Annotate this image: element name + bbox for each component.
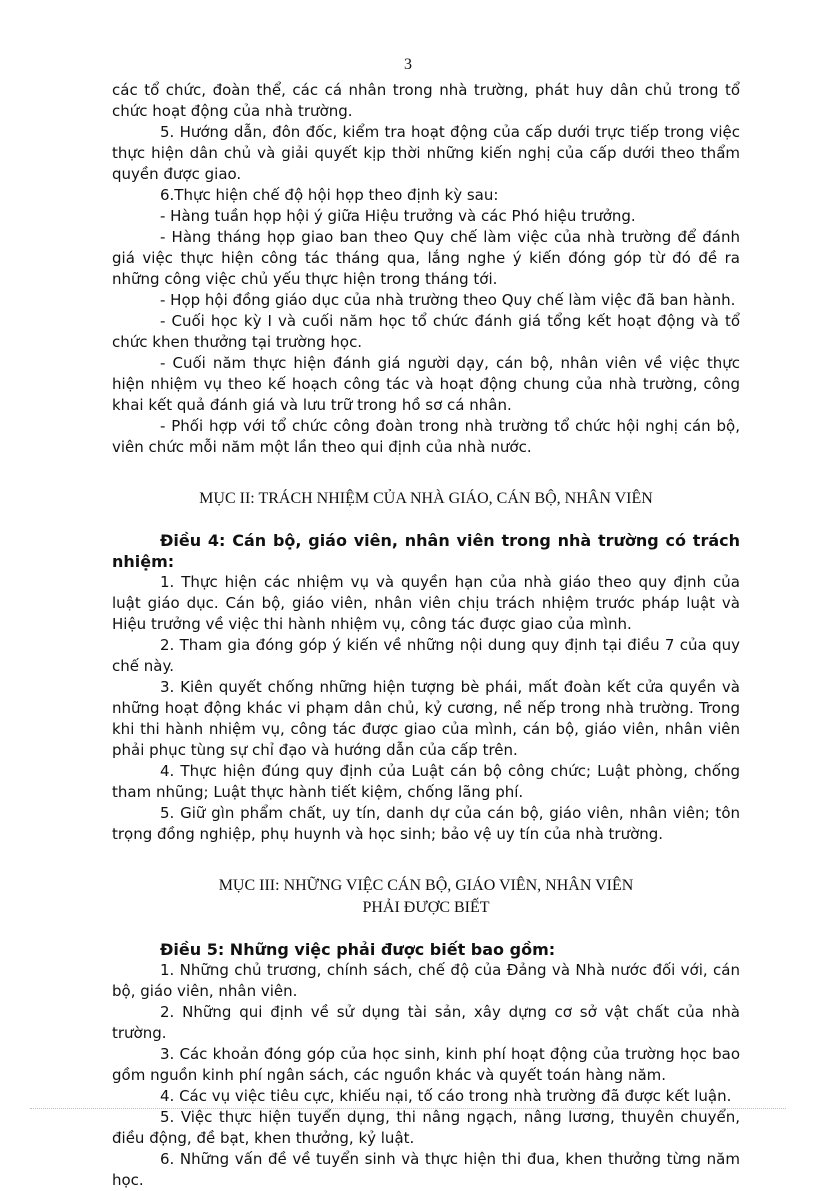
page-number: 3 xyxy=(404,56,412,73)
article-5-item-4: 4. Các vụ việc tiêu cực, khiếu nại, tố cáo trong nhà trường đã được kết luận. xyxy=(160,1087,732,1105)
bullet-union-conference: - Phối hợp với tổ chức công đoàn trong nhà trường tổ chức hội nghị cán bộ, viên chức mỗi năm một lần theo qui định của nhà nước. xyxy=(112,417,740,456)
article-5-title: Điều 5: Những việc phải được biết bao gồm: xyxy=(160,940,556,959)
article-5-item-5: 5. Việc thực hiện tuyển dụng, thi nâng ngạch, nâng lương, thuyên chuyển, điều động, đề bạt, khen thưởng, kỷ luật. xyxy=(112,1108,740,1147)
section-heading-3-line-2: PHẢI ĐƯỢC BIẾT xyxy=(362,899,490,916)
article-4-item-5: 5. Giữ gìn phẩm chất, uy tín, danh dự của cán bộ, giáo viên, nhân viên; tôn trọng đồng nghiệp, phụ huynh và học sinh; bảo vệ uy tín của nhà trường. xyxy=(112,804,740,843)
paragraph-continuation: các tổ chức, đoàn thể, các cá nhân trong nhà trường, phát huy dân chủ trong tổ chức hoạt động của nhà trường. xyxy=(112,81,740,120)
article-4-item-2: 2. Tham gia đóng góp ý kiến về những nội dung quy định tại điều 7 của quy chế này. xyxy=(112,636,740,675)
document-body xyxy=(112,80,740,1191)
bullet-monthly-meeting: - Hàng tháng họp giao ban theo Quy chế làm việc của nhà trường để đánh giá việc thực hiện công tác tháng qua, lắng nghe ý kiến đóng góp từ đó đề ra những công việc chủ yếu thực hiện trong tháng tới. xyxy=(112,228,740,288)
article-4-title: Điều 4: Cán bộ, giáo viên, nhân viên trong nhà trường có trách nhiệm: xyxy=(112,531,740,571)
bullet-education-council: - Họp hội đồng giáo dục của nhà trường theo Quy chế làm việc đã ban hành. xyxy=(160,291,736,309)
article-5-item-2: 2. Những qui định về sử dụng tài sản, xây dựng cơ sở vật chất của nhà trường. xyxy=(112,1003,740,1042)
bullet-year-end-evaluation: - Cuối năm thực hiện đánh giá người dạy, cán bộ, nhân viên về việc thực hiện nhiệm vụ theo kế hoạch công tác và hoạt động chung của nhà trường, công khai kết quả đánh giá và lưu trữ trong hồ sơ cá nhân. xyxy=(112,354,740,414)
paragraph-item-6: 6.Thực hiện chế độ hội họp theo định kỳ sau: xyxy=(160,186,499,204)
section-heading-3-line-1: MỤC III: NHỮNG VIỆC CÁN BỘ, GIÁO VIÊN, NHÂN VIÊN xyxy=(218,877,634,894)
paragraph-item-5: 5. Hướng dẫn, đôn đốc, kiểm tra hoạt động của cấp dưới trực tiếp trong việc thực hiện dân chủ và giải quyết kịp thời những kiến nghị của cấp dưới theo thẩm quyền được giao. xyxy=(112,123,740,183)
article-5-item-1: 1. Những chủ trương, chính sách, chế độ của Đảng và Nhà nước đối với, cán bộ, giáo viên, nhân viên. xyxy=(112,961,740,1000)
bullet-weekly-meeting: - Hàng tuần họp hội ý giữa Hiệu trưởng và các Phó hiệu trưởng. xyxy=(160,207,636,225)
section-heading-2: MỤC II: TRÁCH NHIỆM CỦA NHÀ GIÁO, CÁN BỘ, NHÂN VIÊN xyxy=(199,490,653,507)
page-bottom-divider xyxy=(30,1108,786,1109)
article-4-item-1: 1. Thực hiện các nhiệm vụ và quyền hạn của nhà giáo theo quy định của luật giáo dục. Cán bộ, giáo viên, nhân viên chịu trách nhiệm trước pháp luật và Hiệu trưởng về việc thi hành nhiệm vụ, công tác được giao của mình. xyxy=(112,573,740,633)
section-heading-3 xyxy=(112,875,740,919)
article-5-item-6: 6. Những vấn đề về tuyển sinh và thực hiện thi đua, khen thưởng từng năm học. xyxy=(112,1150,740,1189)
bullet-semester-review: - Cuối học kỳ I và cuối năm học tổ chức đánh giá tổng kết hoạt động và tổ chức khen thưởng tại trường học. xyxy=(112,312,740,351)
article-4-item-3: 3. Kiên quyết chống những hiện tượng bè phái, mất đoàn kết cửa quyền và những hoạt động khác vi phạm dân chủ, kỷ cương, nề nếp trong nhà trường. Trong khi thi hành nhiệm vụ, công tác được giao của mình, cán bộ, giáo viên, nhân viên phải phục tùng sự chỉ đạo và hướng dẫn của cấp trên. xyxy=(112,678,740,759)
article-5-item-3: 3. Các khoản đóng góp của học sinh, kinh phí hoạt động của trường học bao gồm nguồn kinh phí ngân sách, các nguồn khác và quyết toán hàng năm. xyxy=(112,1045,740,1084)
article-4-item-4: 4. Thực hiện đúng quy định của Luật cán bộ công chức; Luật phòng, chống tham nhũng; Luật thực hành tiết kiệm, chống lãng phí. xyxy=(112,762,740,801)
